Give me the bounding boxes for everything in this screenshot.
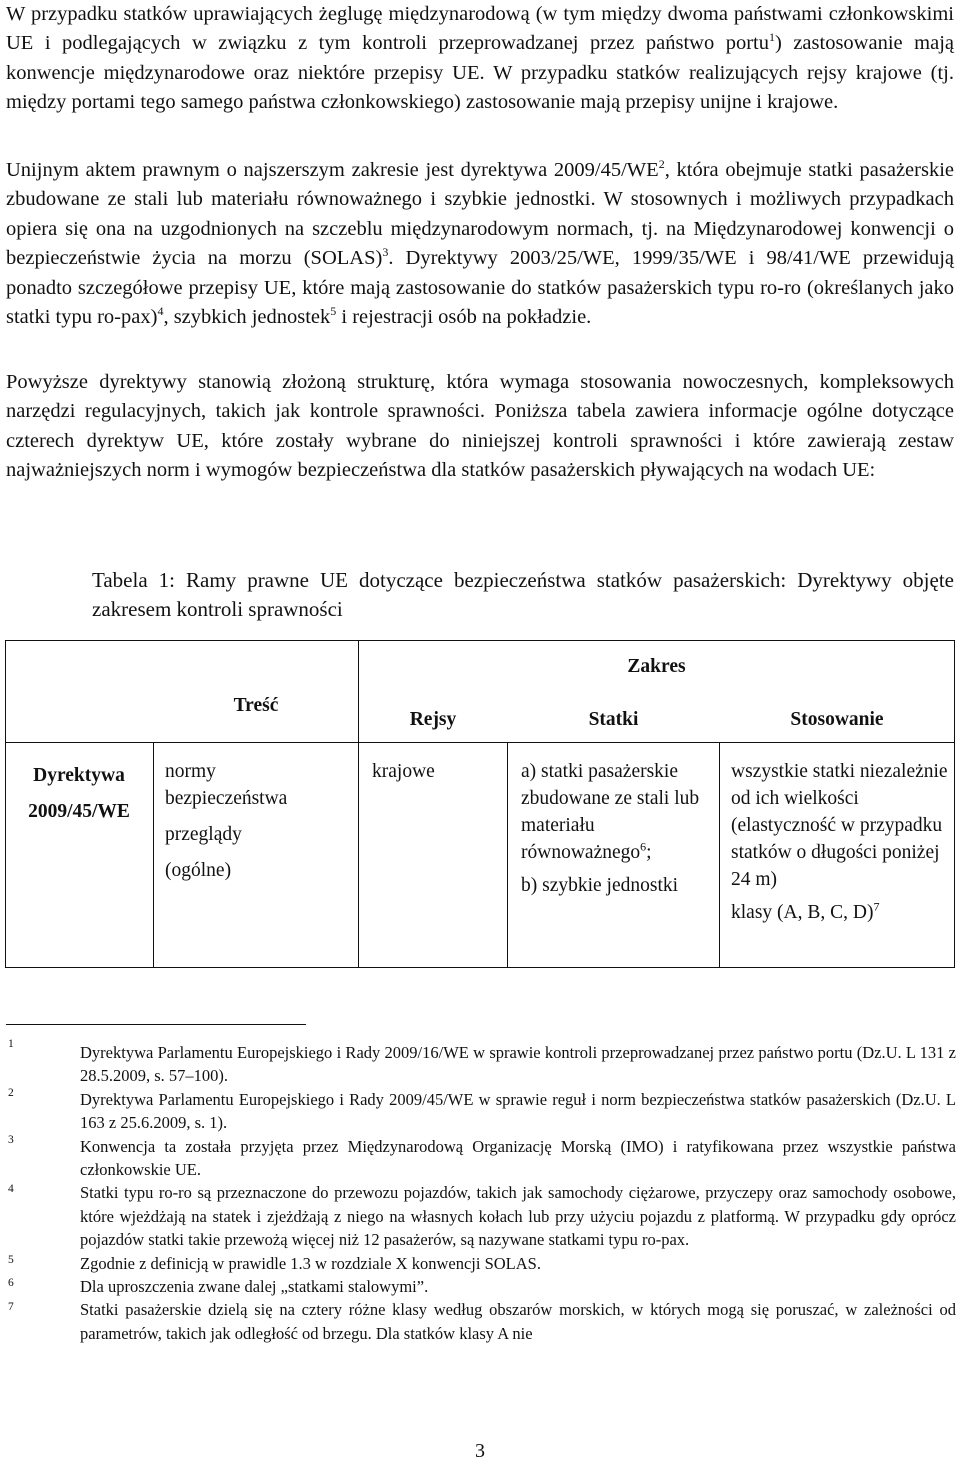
footnote-6: Dla uproszczenia zwane dalej „statkami stalowymi”. [80,1277,429,1297]
footnotes [80,1041,956,1345]
footnote-separator [6,1024,306,1025]
header-stosowanie: Stosowanie [790,709,884,730]
footnote-1: Dyrektywa Parlamentu Europejskiego i Rady 2009/16/WE w sprawie kontroli przeprowadzanej przez państwo portu (Dz.U. L 131 z 28.5.2009, s. 57–100). [80,1043,956,1086]
header-zakres: Zakres [627,656,686,677]
footnote-number-2: 2 [8,1087,14,1099]
footnote-ref-5[interactable]: 5 [330,304,337,319]
row-tresc: normy bezpieczeństwa przeglądy (ogólne) [165,761,288,881]
row-statki: a) statki pasażerskie zbudowane ze stali lub materiału równoważnego$^6$; b) szybkie jednostki [521,761,700,896]
directives-table [5,640,955,968]
footnote-2: Dyrektywa Parlamentu Europejskiego i Rady 2009/45/WE w sprawie reguł i norm bezpieczeństwa statków pasażerskich (Dz.U. L 163 z 25.6.2009, s. 1). [80,1089,956,1133]
body-paragraph-1: W przypadku statków uprawiających żeglugę międzynarodową (w tym między dwoma państwami członkowskimi UE i podlegających w związku z tym kontroli przeprowadzanej przez państwo portu$^1$) zastosowanie mają konwencje międzynarodowe oraz niektóre przepisy UE. W przypadku statków realizujących rejsy krajowe (tj. między portami tego samego państwa członkowskiego) zastosowanie mają przepisy unijne i krajowe. [6,3,954,114]
footnote-number-1: 1 [8,1038,14,1050]
table-caption: Tabela 1: Ramy prawne UE dotyczące bezpieczeństwa statków pasażerskich: Dyrektywy objęte zakresem kontroli sprawności [92,568,954,621]
footnote-ref-6[interactable]: 6 [640,839,647,854]
footnote-number-4: 4 [8,1183,14,1195]
footnote-3: Konwencja ta została przyjęta przez Międzynarodową Organizację Morską (IMO) i ratyfikowana przez wszystkie państwa członkowskie UE. [80,1136,956,1180]
row-stosowanie: wszystkie statki niezależnie od ich wielkości (elastyczność w przypadku statków o długości poniżej 24 m) klasy (A, B, C, D)$^7$ [731,761,948,923]
footnote-ref-3[interactable]: 3 [382,245,389,260]
header-rejsy: Rejsy [409,709,457,730]
footnote-ref-4[interactable]: 4 [157,304,164,319]
footnote-numbers [8,1038,48,1378]
footnote-number-6: 6 [8,1277,14,1289]
footnote-ref-1[interactable]: 1 [769,30,775,45]
row-rejsy: krajowe [372,761,435,782]
body-paragraph-3: Powyższe dyrektywy stanowią złożoną strukturę, która wymaga stosowania nowoczesnych, kompleksowych narzędzi regulacyjnych, takich jak kontrole sprawności. Poniższa tabela zawiera informacje ogólne dotyczące czterech dyrektyw UE, które zostały wybrane do niniejszej kontroli sprawności i które zawierają zestaw najważniejszych norm i wymogów bezpieczeństwa dla statków pasażerskich pływających na wodach UE: [6,371,954,482]
footnote-ref-7[interactable]: 7 [873,899,880,914]
footnote-5: Zgodnie z definicją w prawidle 1.3 w rozdziale X konwencji SOLAS. [80,1253,541,1273]
body-paragraph-2: Unijnym aktem prawnym o najszerszym zakresie jest dyrektywa $2009/45/WE^2$, która obejmuje statki pasażerskie zbudowane ze stali lub materiału równoważnego i szybkie jednostki. W stosownych i możliwych przypadkach opiera się ona na uzgodnionych na szczeblu międzynarodowym normach, tj. na Międzynarodowej konwencji o bezpieczeństwie życia na morzu (SOLAS)$^3$. Dyrektywy 2003/25/WE, 1999/35/WE i 98/41/WE przewidują ponadto szczegółowe przepisy UE, które mają zastosowanie do statków pasażerskich typu ro-ro (określanych jako statki typu ro-pax)$^4$, szybkich jednostek$^5$ i rejestracji osób na pokładzie. [6,157,955,329]
page-number: 3 [475,1440,485,1462]
footnote-number-5: 5 [8,1254,14,1266]
footnote-number-7: 7 [8,1301,14,1313]
footnote-ref-2[interactable]: 2 [658,157,665,172]
header-tresc: Treść [233,695,279,716]
header-statki: Statki [588,709,639,730]
footnote-number-3: 3 [8,1134,14,1146]
footnote-7: Statki pasażerskie dzielą się na cztery różne klasy według obszarów morskich, w których mogą się poruszać, w zależności od parametrów, takich jak odległość od brzegu. Dla statków klasy A nie [80,1300,956,1343]
footnote-4: Statki typu ro-ro są przeznaczone do przewozu pojazdów, takich jak samochody ciężarowe, przyczepy oraz samochody osobowe, które wjeżdżają na statek i zjeżdżają z niego na własnych kołach lub przy użyciu pojazdu z platformą. W przypadku gdy oprócz pojazdów statki takie przewożą więcej niż 12 pasażerów, są nazywane statkami typu ro-pax. [80,1183,956,1250]
row-directive-name: Dyrektywa 2009/45/WE [28,765,130,822]
